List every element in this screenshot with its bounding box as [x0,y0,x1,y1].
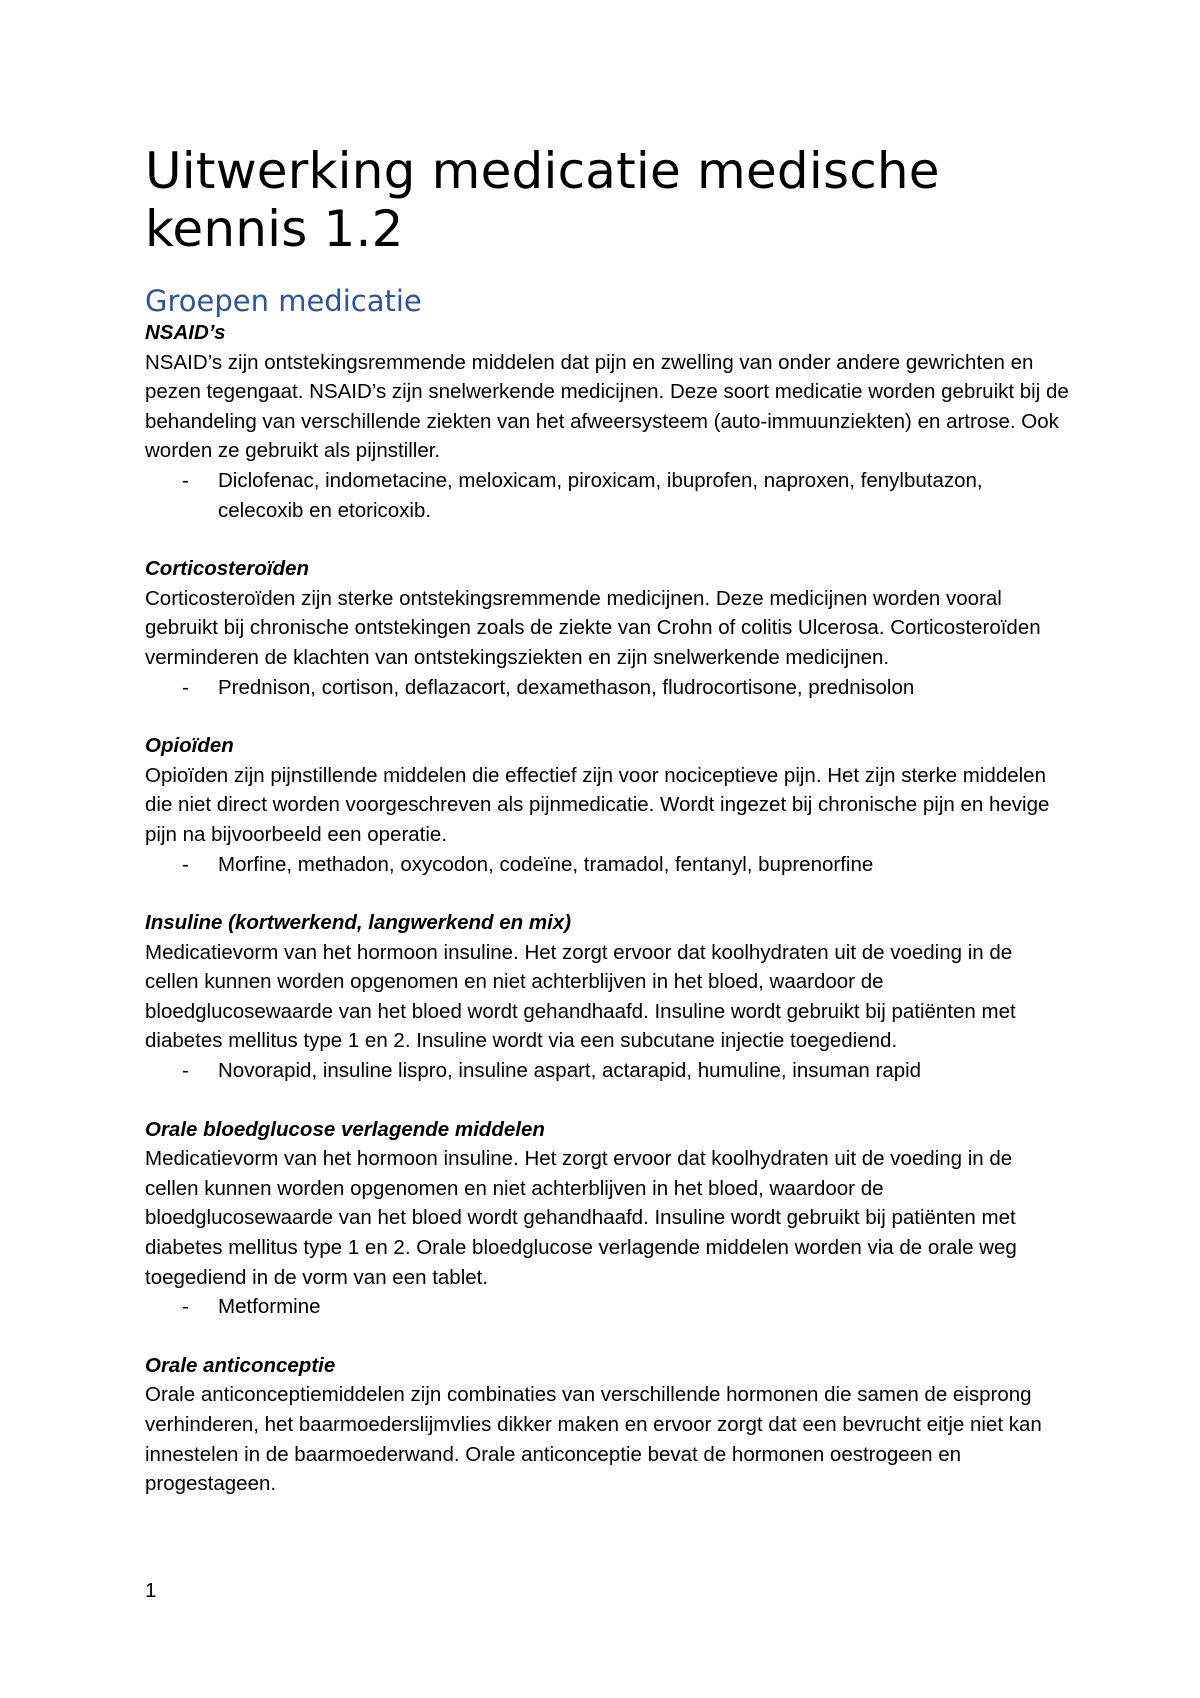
medication-examples: Prednison, cortison, deflazacort, dexamethason, fludrocortisone, prednisolon [218,675,915,699]
bullet-marker: - [182,852,189,876]
group-title: Orale bloedglucose verlagende middelen [145,1117,545,1141]
bullet-marker: - [182,1059,189,1083]
list-item [145,466,1070,525]
medication-group-insulin [145,908,1070,1086]
medication-examples: Metformine [218,1295,321,1319]
document-title: Uitwerking medicatie medische kennis 1.2 [145,142,940,258]
page-number: 1 [145,1579,157,1602]
list-item [145,673,1070,703]
list-item [145,1292,1070,1322]
group-title: NSAID’s [145,321,226,344]
medication-group-oral-contraception [145,1351,1070,1499]
group-title: Corticosteroïden [145,557,310,581]
list-item [145,1056,1070,1086]
group-description: Corticosteroïden zijn sterke ontstekingsremmende medicijnen. Deze medicijnen worden vooral gebruikt bij chronische ontstekingen zoals de ziekte van Crohn of colitis Ulcerosa. Corticosteroïden verminderen de klachten van ontstekingsziekten en zijn snelwerkende medicijnen. [145,586,1041,669]
medication-examples: Diclofenac, indometacine, meloxicam, piroxicam, ibuprofen, naproxen, fenylbutazon, celecoxib en etoricoxib. [218,468,983,522]
group-description: Medicatievorm van het hormoon insuline. Het zorgt ervoor dat koolhydraten uit de voeding in de cellen kunnen worden opgenomen en niet achterblijven in het bloed, waardoor de bloedglucosewaarde van het bloed wordt gehandhaafd. Insuline wordt gebruikt bij patiënten met diabetes mellitus type 1 en 2. Insuline wordt via een subcutane injectie toegediend. [145,940,1016,1053]
medication-examples: Novorapid, insuline lispro, insuline aspart, actarapid, humuline, insuman rapid [218,1059,922,1083]
bullet-marker: - [182,1295,189,1319]
group-description: Opioïden zijn pijnstillende middelen die effectief zijn voor nociceptieve pijn. Het zijn sterke middelen die niet direct worden voorgeschreven als pijnmedicatie. Wordt ingezet bij chronische pijn en hevige pijn na bijvoorbeeld een operatie. [145,763,1050,846]
medication-group-nsaids [145,318,1070,525]
list-item [145,850,1070,880]
group-description: NSAID’s zijn ontstekingsremmende middelen dat pijn en zwelling van onder andere gewrichten en pezen tegengaat. NSAID’s zijn snelwerkende medicijnen. Deze soort medicatie worden gebruikt bij de behandeling van verschillende ziekten van het afweersysteem (auto-immuunziekten) en artrose. Ook worden ze gebruikt als pijnstiller. [145,350,1069,463]
group-title: Orale anticonceptie [145,1353,336,1377]
page-content [145,142,1070,1499]
medication-examples: Morfine, methadon, oxycodon, codeïne, tramadol, fentanyl, buprenorfine [218,852,874,876]
medication-group-opioids [145,731,1070,879]
group-title: Opioïden [145,734,234,758]
group-description: Orale anticonceptiemiddelen zijn combinaties van verschillende hormonen die samen de eisprong verhinderen, het baarmoederslijmvlies dikker maken en ervoor zorgt dat een bevrucht eitje niet kan innestelen in de baarmoederwand. Orale anticonceptie bevat de hormonen oestrogeen en progestageen. [145,1383,1042,1496]
group-title: Insuline (kortwerkend, langwerkend en mix) [145,911,572,935]
medication-group-oral-glucose-lowering [145,1115,1070,1322]
medication-group-corticosteroids [145,554,1070,702]
group-description: Medicatievorm van het hormoon insuline. Het zorgt ervoor dat koolhydraten uit de voeding in de cellen kunnen worden opgenomen en niet achterblijven in het bloed, waardoor de bloedglucosewaarde van het bloed wordt gehandhaafd. Insuline wordt gebruikt bij patiënten met diabetes mellitus type 1 en 2. Orale bloedglucose verlagende middelen worden via de orale weg toegediend in de vorm van een tablet. [145,1147,1017,1289]
section-heading: Groepen medicatie [145,284,422,318]
bullet-marker: - [182,468,189,492]
bullet-marker: - [182,675,189,699]
